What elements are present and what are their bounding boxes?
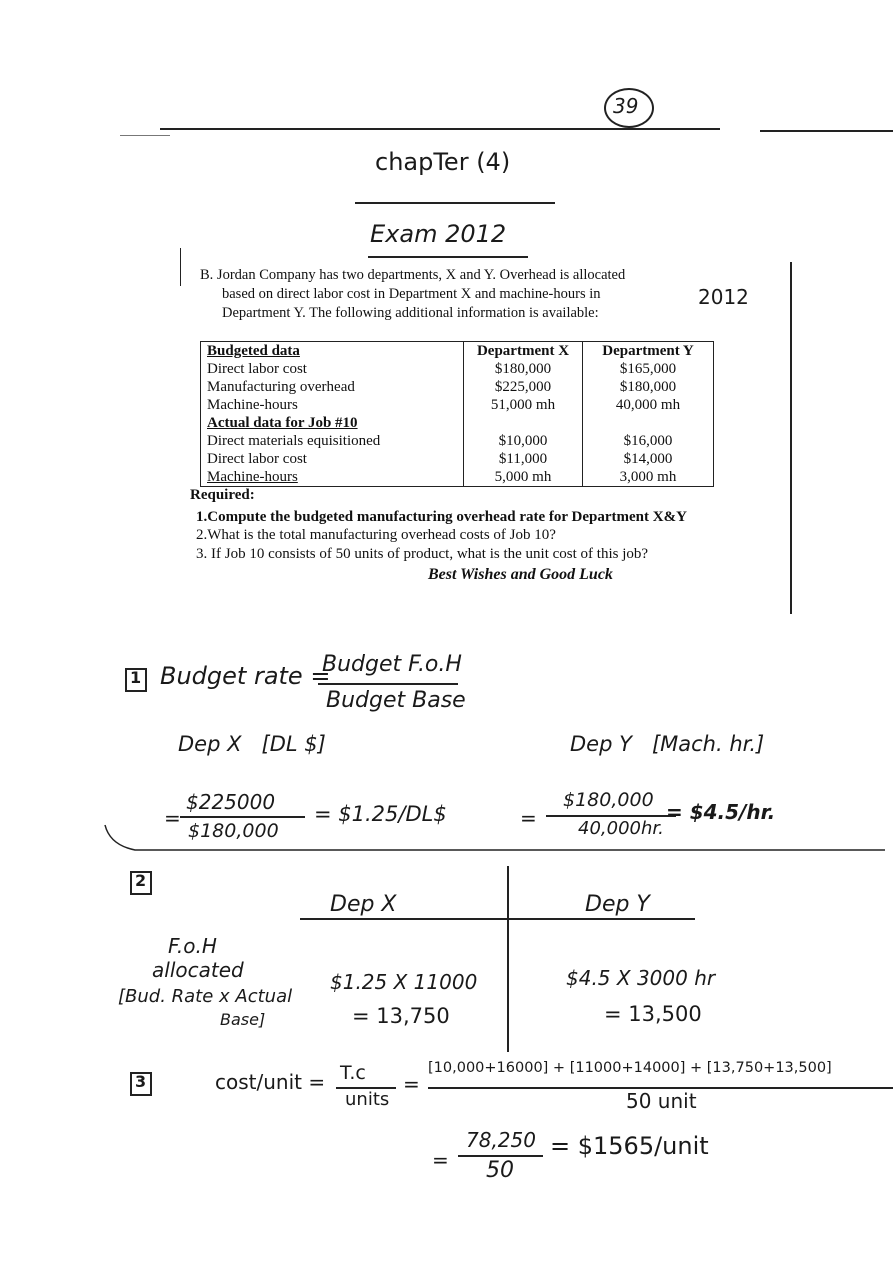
row-value-y: $180,000: [583, 378, 714, 396]
row-value-x: 51,000 mh: [464, 396, 583, 414]
final-denominator: 50: [486, 1158, 514, 1183]
table-row: [201, 468, 714, 487]
row-value-x: $11,000: [464, 450, 583, 468]
budget-rate-label: Budget rate =: [160, 662, 331, 690]
dep-y-column-head: Dep Y: [585, 892, 650, 917]
table-row: [201, 414, 714, 432]
page-number: 39: [613, 94, 639, 118]
question-3: 3. If Job 10 consists of 50 units of product, what is the unit cost of this job?: [196, 546, 649, 562]
row-label: Machine-hours: [201, 468, 464, 487]
row-value-y: 3,000 mh: [583, 468, 714, 487]
row-label: Machine-hours: [201, 396, 464, 414]
row-value-x: 5,000 mh: [464, 468, 583, 487]
divider-swoosh: [95, 820, 893, 860]
row-value-y: $14,000: [583, 450, 714, 468]
allocation-divider: [507, 866, 509, 1052]
total-cost-value: 78,250: [466, 1128, 536, 1152]
total-cost-numerator: [10,000+16000] + [11000+14000] + [13,750+13,500]: [428, 1060, 832, 1076]
dep-y-allocation-result: = 13,500: [604, 1002, 702, 1026]
dep-x-denominator: $180,000: [188, 820, 279, 842]
exam-underline: [368, 256, 528, 258]
row-label: Manufacturing overhead: [201, 378, 464, 396]
dep-y-fraction-line: [546, 815, 676, 817]
row-value-x: $180,000: [464, 360, 583, 378]
final-fraction-line: [458, 1155, 543, 1157]
closing-wish: Best Wishes and Good Luck: [428, 566, 613, 583]
header-department-y: Department Y: [583, 342, 714, 361]
budget-rate-fraction-line: [318, 683, 458, 685]
left-vertical-line: [180, 248, 181, 286]
budget-table: [200, 341, 714, 487]
top-rule-left: [120, 135, 170, 136]
dep-x-allocation-calc: $1.25 X 11000: [330, 970, 478, 994]
step-1-number: 1: [130, 668, 142, 687]
problem-intro-3: Department Y. The following additional information is available:: [222, 305, 599, 321]
table-row: [201, 432, 714, 450]
required-label: Required:: [190, 487, 255, 503]
table-row: [201, 396, 714, 414]
tc-numerator: T.c: [340, 1062, 366, 1084]
dep-y-numerator: $180,000: [563, 789, 654, 811]
row-label: Direct materials equisitioned: [201, 432, 464, 450]
table-row: [201, 360, 714, 378]
step-2-number: 2: [135, 871, 147, 890]
right-vertical-line: [790, 262, 792, 614]
unit-cost-result: = $1565/unit: [550, 1132, 709, 1160]
dep-y-denominator: 40,000hr.: [578, 818, 664, 839]
dep-x-rate-result: = $1.25/DL$: [314, 802, 447, 826]
foh-label-4: Base]: [220, 1010, 266, 1029]
dep-x-column-head: Dep X: [330, 892, 397, 917]
row-value-x: $225,000: [464, 378, 583, 396]
row-section-label: Actual data for Job #10: [201, 414, 464, 432]
foh-label-2: allocated: [152, 958, 244, 982]
step-3-number: 3: [135, 1072, 147, 1091]
table-header-row: [201, 342, 714, 361]
row-label: Direct labor cost: [201, 450, 464, 468]
dep-x-equals: =: [164, 806, 181, 830]
dep-x-allocation-result: = 13,750: [352, 1004, 450, 1028]
foh-label-1: F.o.H: [168, 934, 217, 958]
dep-y-rate-result: = $4.5/hr.: [666, 800, 776, 824]
dep-y-equals: =: [520, 806, 537, 830]
dep-x-numerator: $225000: [186, 790, 276, 814]
row-value-x: [464, 414, 583, 432]
foh-label-3: [Bud. Rate x Actual: [118, 986, 293, 1007]
row-value-y: $165,000: [583, 360, 714, 378]
header-department-x: Department X: [464, 342, 583, 361]
units-denominator-2: 50 unit: [626, 1089, 697, 1113]
question-2: 2.What is the total manufacturing overhead costs of Job 10?: [196, 527, 556, 543]
table-row: [201, 378, 714, 396]
top-rule: [160, 128, 720, 130]
dep-x-fraction-line: [180, 816, 305, 818]
units-denominator: units: [345, 1089, 390, 1110]
dep-x-heading: Dep X [DL $]: [178, 732, 326, 756]
budget-rate-numerator: Budget F.o.H: [322, 652, 462, 677]
row-value-y: 40,000 mh: [583, 396, 714, 414]
budget-rate-denominator: Budget Base: [326, 688, 466, 713]
chapter-underline: [355, 202, 555, 204]
row-value-y: $16,000: [583, 432, 714, 450]
problem-intro-1: B. Jordan Company has two departments, X and Y. Overhead is allocated: [200, 267, 626, 283]
equals-sign-2: =: [432, 1148, 449, 1172]
exam-heading: Exam 2012: [370, 220, 507, 248]
chapter-heading: chapTer (4): [375, 148, 511, 176]
header-budgeted-data: Budgeted data: [201, 342, 464, 361]
margin-note: 2012: [698, 285, 749, 309]
dep-y-allocation-calc: $4.5 X 3000 hr: [566, 966, 716, 990]
allocation-header-line: [300, 918, 695, 920]
top-rule-right: [760, 130, 893, 132]
equals-sign: =: [403, 1072, 420, 1096]
row-value-x: $10,000: [464, 432, 583, 450]
question-1: 1.Compute the budgeted manufacturing overhead rate for Department X&Y: [196, 509, 687, 525]
problem-intro-2: based on direct labor cost in Department X and machine-hours in: [222, 286, 601, 302]
dep-y-heading: Dep Y [Mach. hr.]: [570, 732, 765, 756]
row-label: Direct labor cost: [201, 360, 464, 378]
cost-per-unit-label: cost/unit =: [215, 1070, 326, 1094]
row-value-y: [583, 414, 714, 432]
table-row: [201, 450, 714, 468]
